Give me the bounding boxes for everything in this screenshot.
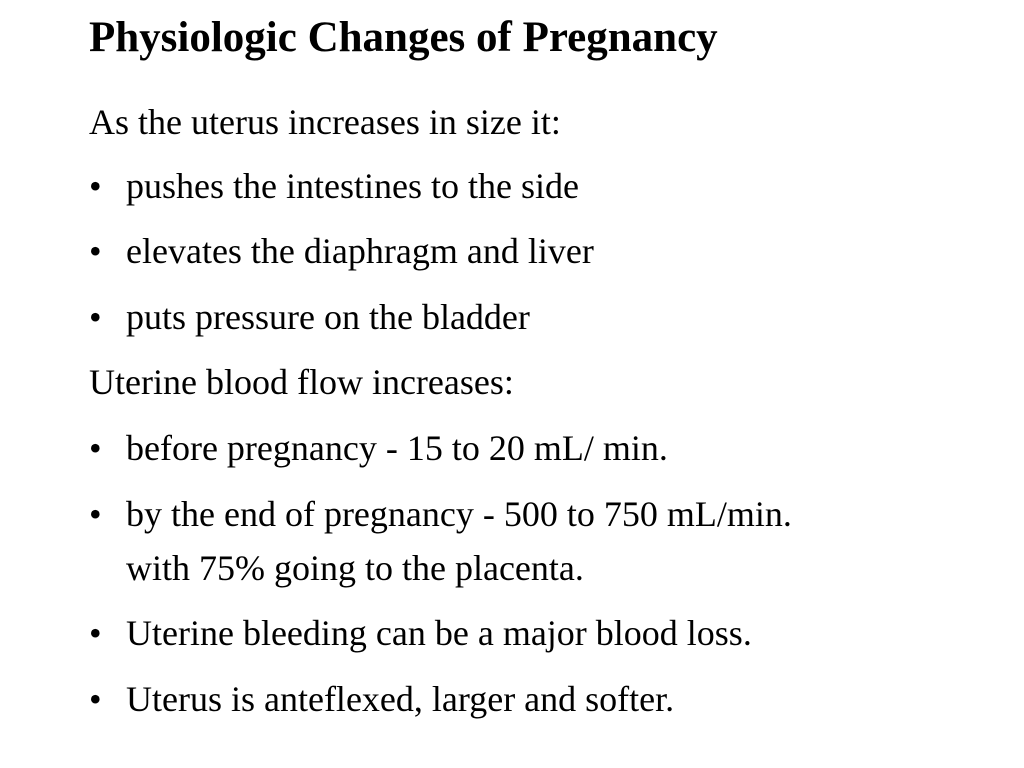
intro-uterus-size: As the uterus increases in size it: (89, 102, 561, 142)
bullet-item (89, 421, 949, 475)
bullet-item (89, 487, 809, 595)
bullet-text: Uterus is anteflexed, larger and softer. (126, 679, 675, 719)
slide-title: Physiologic Changes of Pregnancy (89, 14, 718, 61)
bullet-text: by the end of pregnancy - 500 to 750 mL/min. with 75% going to the placenta. (126, 494, 792, 588)
bullet-icon: • (89, 297, 102, 337)
bullet-icon: • (89, 494, 102, 534)
bullet-item (89, 224, 949, 278)
bullet-text: puts pressure on the bladder (126, 297, 530, 337)
bullet-text: before pregnancy - 15 to 20 mL/ min. (126, 428, 668, 468)
bullet-text: elevates the diaphragm and liver (126, 231, 594, 271)
intro-blood-flow: Uterine blood flow increases: (89, 362, 514, 402)
bullet-text: pushes the intestines to the side (126, 166, 579, 206)
bullet-icon: • (89, 679, 102, 719)
bullet-icon: • (89, 428, 102, 468)
bullet-item (89, 606, 949, 660)
bullet-icon: • (89, 231, 102, 271)
bullet-item (89, 672, 949, 726)
bullet-text: Uterine bleeding can be a major blood loss. (126, 613, 752, 653)
bullet-icon: • (89, 613, 102, 653)
bullet-item (89, 159, 949, 213)
bullet-item (89, 290, 949, 344)
bullet-icon: • (89, 166, 102, 206)
